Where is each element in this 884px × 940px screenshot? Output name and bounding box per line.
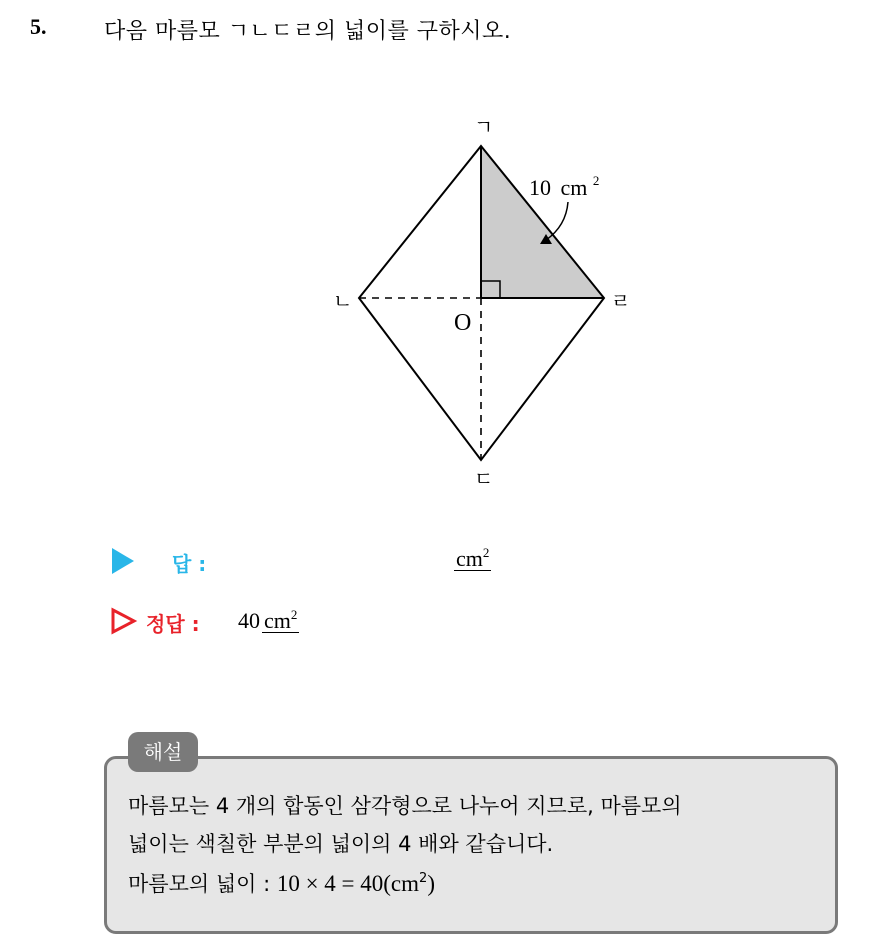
play-filled-icon (112, 548, 134, 574)
correct-unit-text: cm (264, 608, 291, 633)
correct-unit-exponent: 2 (290, 607, 298, 622)
answer-label: 답 : (172, 552, 207, 576)
correct-answer-value: 40 (238, 608, 260, 633)
solution-exponent: 2 (419, 871, 428, 886)
question-text: 다음 마름모 ㄱㄴㄷㄹ의 넓이를 구하시오. (104, 19, 512, 44)
correct-answer-label: 정답 : (146, 612, 200, 636)
vertex-right-label: ㄹ (611, 289, 631, 313)
question-number: 5. (30, 14, 47, 39)
correct-answer-row (110, 608, 530, 638)
solution-line-3 (128, 870, 435, 898)
center-label: O (454, 310, 472, 336)
area-exponent: 2 (592, 173, 600, 188)
answer-row (110, 545, 530, 578)
area-unit: cm (560, 175, 588, 200)
solution-suffix: ) (427, 871, 435, 896)
area-value: 10 (529, 175, 551, 200)
correct-answer-unit (262, 607, 299, 633)
solution-line-2: 넓이는 색칠한 부분의 넓이의 4 배와 같습니다. (128, 832, 554, 856)
answer-unit-exponent: 2 (482, 545, 490, 560)
solution-tab: 해설 (128, 732, 198, 772)
answer-unit-text: cm (456, 546, 483, 571)
solution-expression: 10 × 4 = 40(cm (276, 871, 420, 896)
play-outline-icon (110, 607, 138, 635)
answer-unit[interactable] (454, 545, 491, 571)
solution-line-3-prefix: 마름모의 넓이 : (128, 872, 277, 896)
area-label (529, 173, 599, 200)
vertex-top-label: ㄱ (474, 115, 494, 139)
vertex-left-label: ㄴ (333, 289, 353, 313)
solution-line-1: 마름모는 4 개의 합동인 삼각형으로 나누어 지므로, 마름모의 (128, 794, 682, 818)
vertex-bottom-label: ㄷ (474, 467, 494, 491)
